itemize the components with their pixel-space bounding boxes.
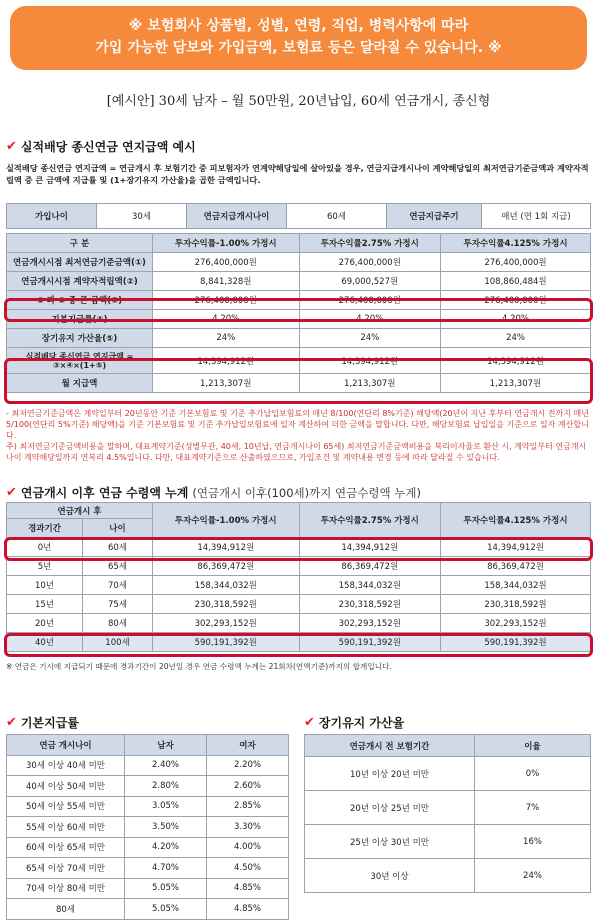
cell: 3.50% [125, 817, 207, 838]
cell: 10년 이상 20년 미만 [305, 757, 475, 791]
cell: 86,369,472원 [299, 557, 441, 576]
table-row [7, 310, 591, 329]
cell: 8,841,328원 [153, 272, 300, 291]
cell: 590,191,392원 [153, 633, 300, 652]
section3-title [6, 714, 79, 731]
table-row [7, 776, 289, 797]
table-row [7, 837, 289, 858]
cell: 80세 [7, 899, 125, 920]
cell: 14,394,912원 [441, 538, 591, 557]
cell: 40년 [7, 633, 83, 652]
cell: 590,191,392원 [299, 633, 441, 652]
cell: 55세 이상 60세 미만 [7, 817, 125, 838]
cell: 3.05% [125, 796, 207, 817]
note-2: 주) 최저연금기준금액비용을 말하며, 대표계약기준(성별무관, 40세, 10년납, 연금개시나이 65세) 최저연금기준금액비용을 복리이자율로 환산 시, 계약일부터 연금개시나이 계약해당일까지 연복리 4.5%입니다. 다만, 대표계약기준으로 산출하였으므로, 가입조건 및 계약내용 변경 등에 따라 달라질 수 있습니다. [6, 442, 587, 462]
cell: 4.20% [299, 310, 441, 329]
table-row [7, 595, 591, 614]
basic-rate-table [6, 734, 289, 920]
cell: 80세 [83, 614, 153, 633]
section2-subtitle: (연금개시 이후(100세)까지 연금수령액 누계) [192, 485, 421, 500]
section2-note: ※ 연금은 기시에 지급되기 때문에 경과기간이 20년일 경우 연금 수령액 누계는 21회차(연액기준)까지의 합계입니다. [6, 662, 392, 671]
table-row [305, 825, 591, 859]
section2-title [6, 484, 421, 501]
cell: 276,400,000원 [153, 253, 300, 272]
cell: 4.70% [125, 858, 207, 879]
info-table [6, 203, 591, 229]
cell: 1,213,307원 [153, 374, 300, 393]
row-label: 연금개시시점 최저연금기준금액(①) [7, 253, 153, 272]
col-elapsed: 경과기간 [7, 519, 83, 538]
cell: 276,400,000원 [441, 253, 591, 272]
section4-title [304, 714, 404, 731]
cell: 30세 이상 40세 미만 [7, 755, 125, 776]
cell: 3.30% [207, 817, 289, 838]
cell: 25년 이상 30년 미만 [305, 825, 475, 859]
cell: 302,293,152원 [441, 614, 591, 633]
cell: 14,394,912원 [153, 348, 300, 374]
check-icon: ✔ [6, 715, 17, 730]
col-header: 투자수익률2.75% 가정시 [299, 234, 441, 253]
cell: 302,293,152원 [299, 614, 441, 633]
col-header: 여자 [207, 735, 289, 756]
col-header: 투자수익률4.125% 가정시 [441, 234, 591, 253]
cell: 4.20% [153, 310, 300, 329]
table-row [305, 791, 591, 825]
table-row [7, 633, 591, 652]
cell: 1,213,307원 [299, 374, 441, 393]
cell: 4.20% [441, 310, 591, 329]
cell: 5.05% [125, 899, 207, 920]
table-row [7, 291, 591, 310]
table-row [305, 859, 591, 893]
table-row [7, 817, 289, 838]
table-row [7, 253, 591, 272]
table-row [7, 614, 591, 633]
table-row [7, 329, 591, 348]
notice-banner [10, 6, 587, 70]
cell: 40세 이상 50세 미만 [7, 776, 125, 797]
col-header: 투자수익률4.125% 가정시 [441, 503, 591, 538]
cell: 10년 [7, 576, 83, 595]
annuity-table [6, 233, 591, 393]
section1-notes [6, 408, 591, 463]
col-header: 연금개시 전 보험기간 [305, 735, 475, 757]
check-icon: ✔ [6, 139, 17, 154]
cell: 14,394,912원 [153, 538, 300, 557]
cell: 4.20% [125, 837, 207, 858]
row-label: 연금개시시점 계약자적립액(②) [7, 272, 153, 291]
col-header: 이율 [475, 735, 591, 757]
check-icon: ✔ [304, 715, 315, 730]
cell: 20년 이상 25년 미만 [305, 791, 475, 825]
cell: 108,860,484원 [441, 272, 591, 291]
section4-title-text: 장기유지 가산율 [318, 716, 405, 730]
table-row [7, 755, 289, 776]
cell: 14,394,912원 [299, 538, 441, 557]
cell: 2.85% [207, 796, 289, 817]
cell: 276,400,000원 [441, 291, 591, 310]
cell: 14,394,912원 [299, 348, 441, 374]
example-caption: [예시안] 30세 남자 – 월 50만원, 20년납입, 60세 연금개시, 종신형 [106, 94, 491, 109]
age-label: 가입나이 [7, 204, 97, 229]
row-label: ① 과 ② 중 큰 금액(③) [7, 291, 153, 310]
col-header: 남자 [125, 735, 207, 756]
row-label: 월 지급액 [7, 374, 153, 393]
row-label: 기본지급률(④) [7, 310, 153, 329]
cell: 2.40% [125, 755, 207, 776]
cell: 302,293,152원 [153, 614, 300, 633]
cell: 230,318,592원 [441, 595, 591, 614]
age-value: 30세 [97, 204, 187, 229]
cell: 0년 [7, 538, 83, 557]
cell: 50세 이상 55세 미만 [7, 796, 125, 817]
cell: 276,400,000원 [153, 291, 300, 310]
cell: 75세 [83, 595, 153, 614]
cell: 1,213,307원 [441, 374, 591, 393]
banner-line-2: 가입 가능한 담보와 가입금액, 보험료 등은 달라질 수 있습니다. ※ [95, 40, 502, 56]
cell: 24% [441, 329, 591, 348]
cycle-value: 매년 (연 1회 지급) [482, 204, 591, 229]
cell: 86,369,472원 [153, 557, 300, 576]
table-header-row [7, 503, 591, 519]
row-label: 장기유지 가산율(⑤) [7, 329, 153, 348]
table-row [7, 899, 289, 920]
cell: 4.85% [207, 878, 289, 899]
section2-title-text: 연금개시 이후 연금 수령액 누계 [20, 486, 189, 500]
cell: 4.00% [207, 837, 289, 858]
cumulative-table [6, 502, 591, 652]
cell: 15년 [7, 595, 83, 614]
table-row [7, 576, 591, 595]
note-1: - 최저연금기준금액은 계약일부터 20년동안 기준 기본보험료 및 기준 추가납입보험료의 매년 8/100(연단리 8%기준) 해당액(20년이 지난 후부터 연금개시 전까지 매년 5/100(연단리 5%기준) 해당액)을 기준 기본보험료 및 기준 추가납입보험료에 일자 계산하여 더한 금액을 말합니다. 다만, 해당보험료 납입일을 기준으로 일자 계산합니다. [6, 409, 589, 440]
table-header-row [7, 234, 591, 253]
col-header: 투자수익률-1.00% 가정시 [153, 503, 300, 538]
cell: 70세 이상 80세 미만 [7, 878, 125, 899]
cell: 2.20% [207, 755, 289, 776]
table-header-row [7, 735, 289, 756]
table-row [7, 348, 591, 374]
cell: 230,318,592원 [299, 595, 441, 614]
col-age: 나이 [83, 519, 153, 538]
check-icon: ✔ [6, 485, 17, 500]
table-row [7, 272, 591, 291]
cell: 590,191,392원 [441, 633, 591, 652]
section1-title-text: 실적배당 종신연금 연지급액 예시 [20, 140, 196, 154]
cell: 5년 [7, 557, 83, 576]
cell: 86,369,472원 [441, 557, 591, 576]
table-header-row [305, 735, 591, 757]
cell: 24% [299, 329, 441, 348]
cycle-label: 연금지급주기 [387, 204, 482, 229]
section1-description: 실적배당 종신연금 연지급액 = 연금개시 후 보험기간 중 피보험자가 연계약해당일에 살아있을 경우, 연금지급개시나이 계약해당일의 최저연금기준금액과 계약자적립액 중 큰 금액에 지급률 및 (1+장기유지 가산율)을 곱한 금액입니다. [6, 163, 589, 185]
cell: 158,344,032원 [153, 576, 300, 595]
col-header: 투자수익률-1.00% 가정시 [153, 234, 300, 253]
cell: 20년 [7, 614, 83, 633]
start-value: 60세 [287, 204, 387, 229]
cell: 158,344,032원 [441, 576, 591, 595]
cell: 24% [153, 329, 300, 348]
cell: 276,400,000원 [299, 253, 441, 272]
cell: 7% [475, 791, 591, 825]
cell: 65세 [83, 557, 153, 576]
cell: 65세 이상 70세 미만 [7, 858, 125, 879]
cell: 24% [475, 859, 591, 893]
col-header: 투자수익률2.75% 가정시 [299, 503, 441, 538]
table-row [7, 796, 289, 817]
cell: 4.85% [207, 899, 289, 920]
long-term-bonus-table [304, 734, 591, 893]
cell: 2.60% [207, 776, 289, 797]
cell: 60세 이상 65세 미만 [7, 837, 125, 858]
table-row [7, 858, 289, 879]
banner-line-1: ※ 보험회사 상품별, 성별, 연령, 직업, 병력사항에 따라 [128, 18, 469, 34]
col-header: 연금 개시나이 [7, 735, 125, 756]
section3-title-text: 기본지급률 [20, 716, 79, 730]
cell: 16% [475, 825, 591, 859]
cell: 230,318,592원 [153, 595, 300, 614]
start-label: 연금지급개시나이 [187, 204, 287, 229]
cell: 5.05% [125, 878, 207, 899]
cell: 0% [475, 757, 591, 791]
cell: 2.80% [125, 776, 207, 797]
cell: 30년 이상 [305, 859, 475, 893]
cell: 4.50% [207, 858, 289, 879]
table-row [305, 757, 591, 791]
cell: 69,000,527원 [299, 272, 441, 291]
group-header: 연금개시 후 [7, 503, 153, 519]
cell: 60세 [83, 538, 153, 557]
table-row [7, 557, 591, 576]
cell: 70세 [83, 576, 153, 595]
table-row [7, 374, 591, 393]
section1-title [6, 138, 196, 155]
col-header: 구 분 [7, 234, 153, 253]
table-row [7, 878, 289, 899]
cell: 158,344,032원 [299, 576, 441, 595]
cell: 276,400,000원 [299, 291, 441, 310]
row-label: 실적배당 종신연금 연지급액 = ③×④×(1+⑤) [7, 348, 153, 374]
table-row [7, 538, 591, 557]
cell: 14,394,912원 [441, 348, 591, 374]
cell: 100세 [83, 633, 153, 652]
